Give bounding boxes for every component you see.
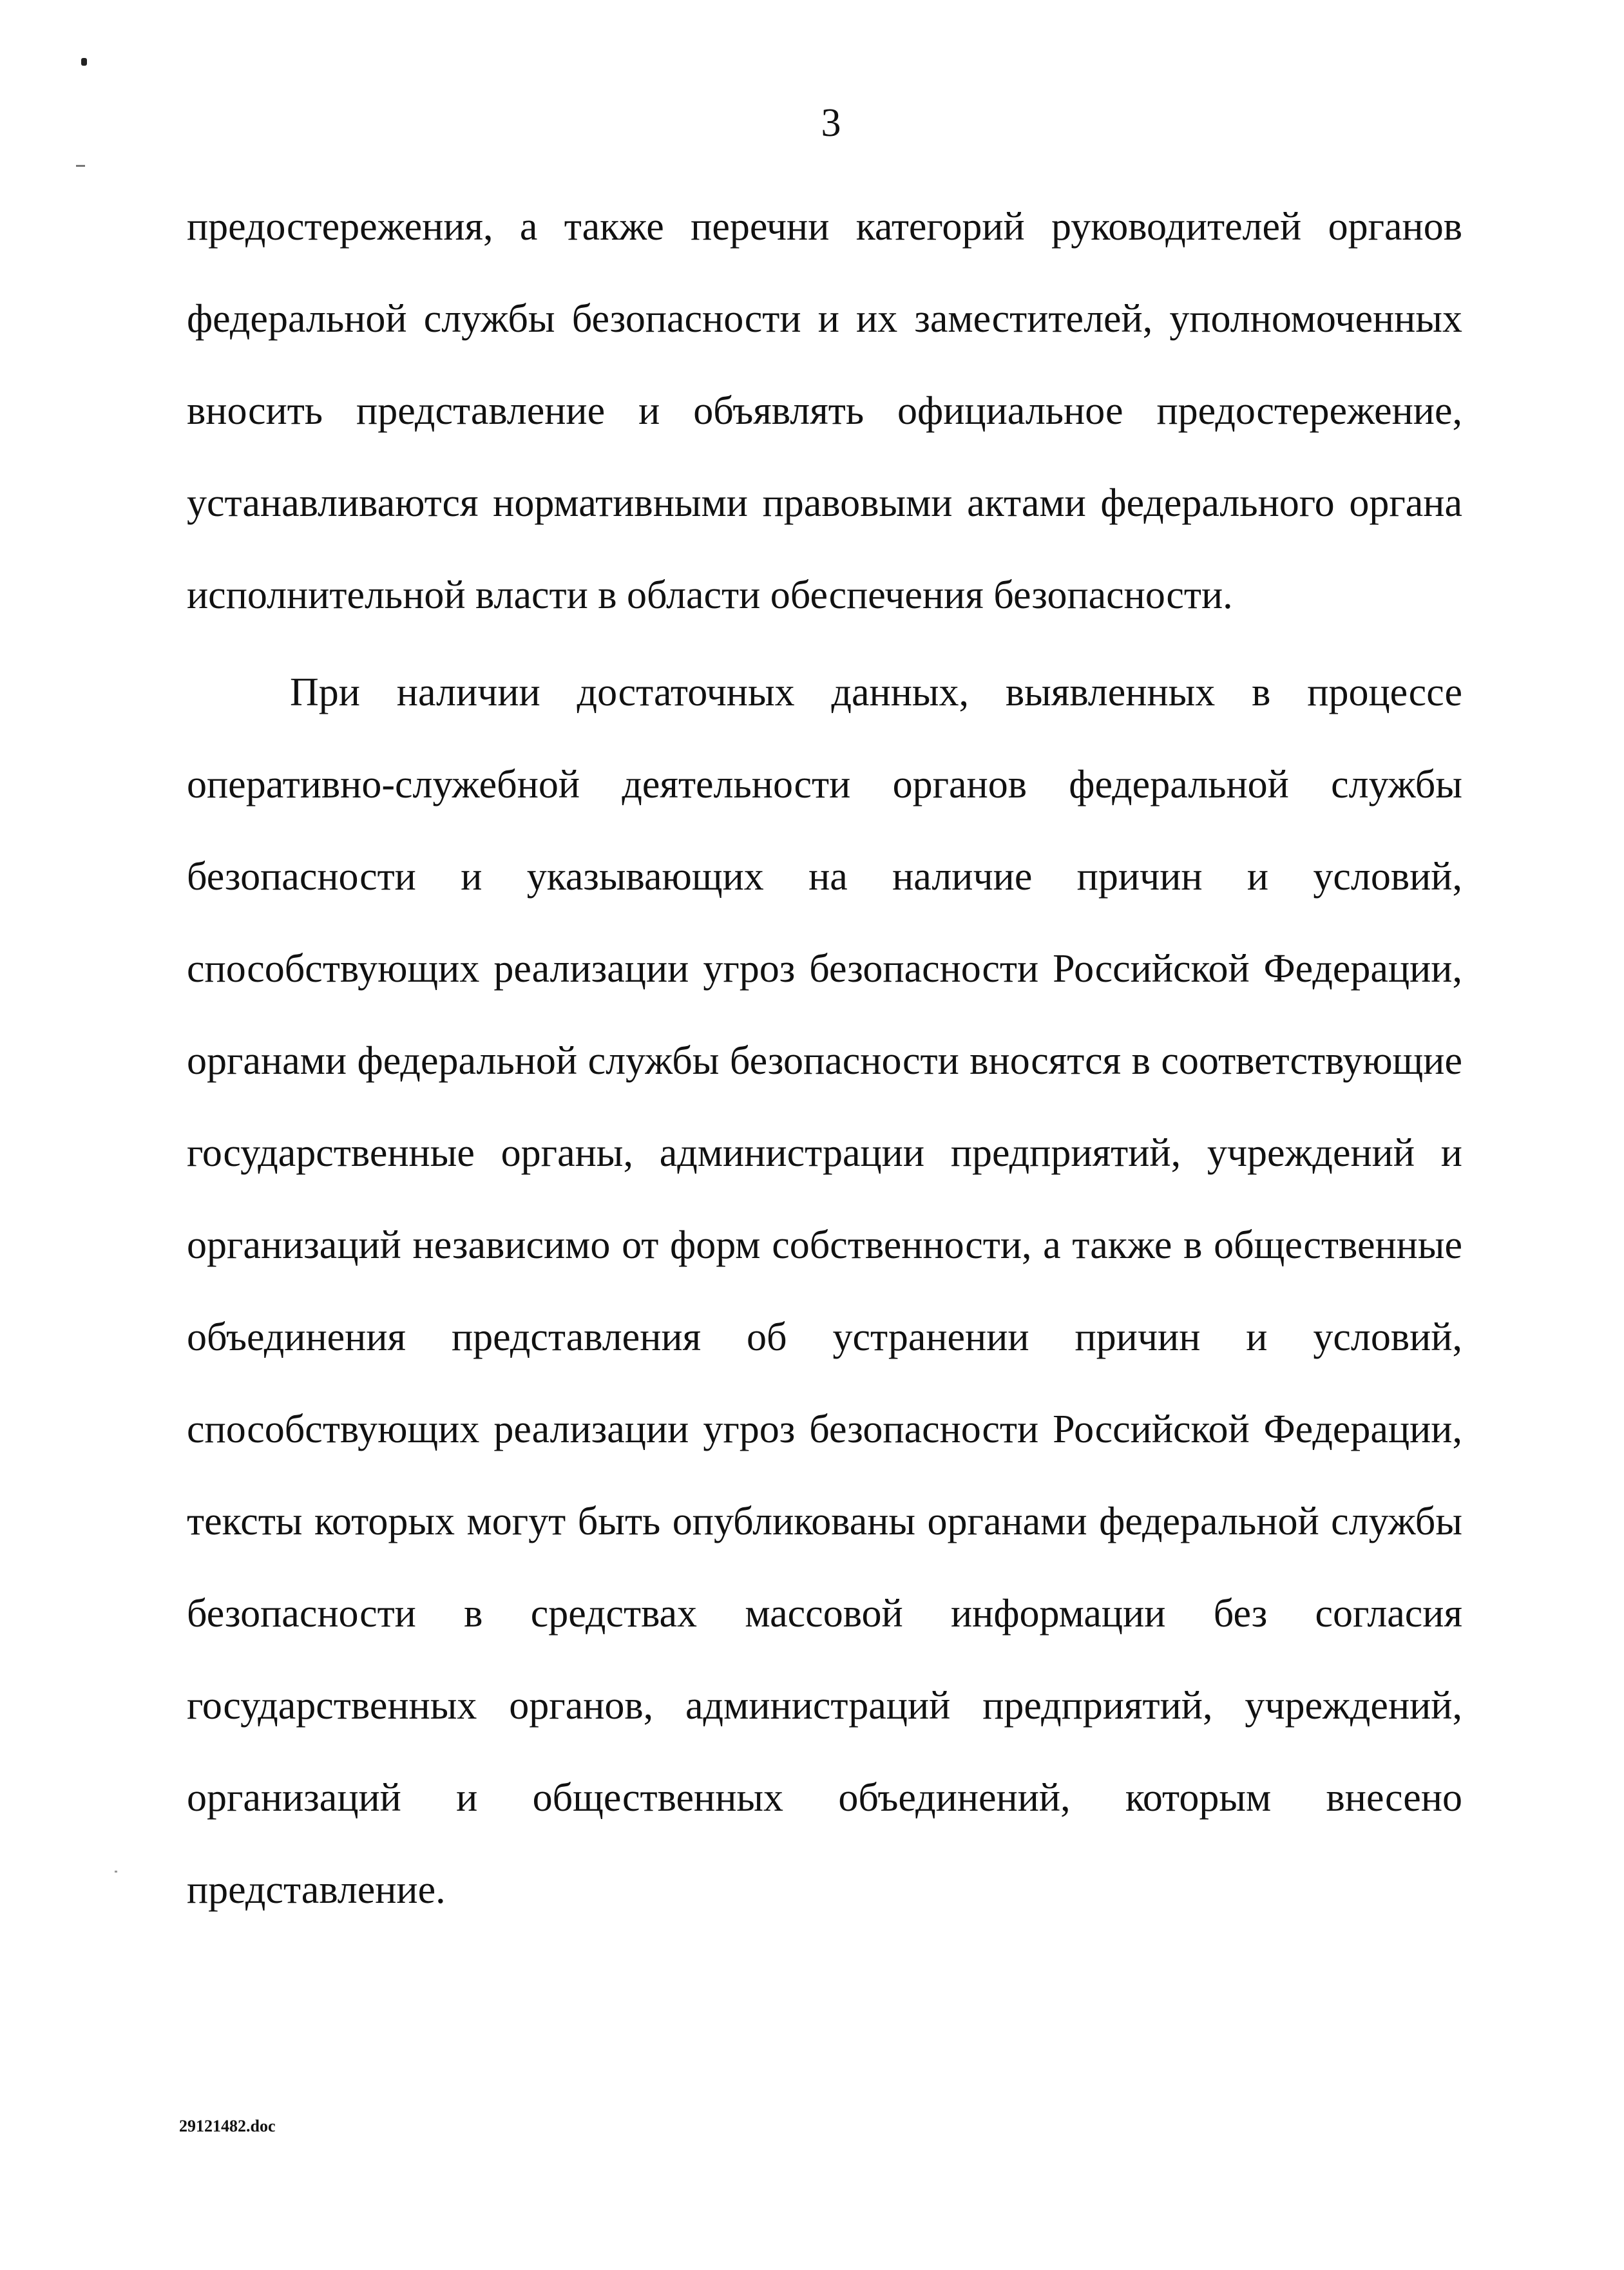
- text-line: предостережения, а также перечни категорий руководителей органов: [187, 205, 1462, 249]
- text-line: тексты которых могут быть опубликованы органами федеральной службы: [187, 1500, 1462, 1543]
- text-line: устанавливаются нормативными правовыми актами федерального органа: [187, 481, 1462, 525]
- paragraph-spacer: [187, 647, 1462, 653]
- text-line: федеральной службы безопасности и их заместителей, уполномоченных: [187, 297, 1462, 341]
- text-line: вносить представление и объявлять официальное предостережение,: [187, 389, 1462, 433]
- footer-filename: 29121482.doc: [179, 2117, 276, 2135]
- scan-artifact-speck: [115, 1871, 117, 1873]
- paragraph-1: [187, 187, 1462, 647]
- text-line: исполнительной власти в области обеспечения безопасности.: [187, 573, 1233, 617]
- text-line: безопасности в средствах массовой информации без согласия: [187, 1592, 1462, 1636]
- text-line: объединения представления об устранении причин и условий,: [187, 1315, 1462, 1359]
- paragraph-2: [187, 653, 1462, 1942]
- text-line: При наличии достаточных данных, выявленных в процессе: [290, 671, 1462, 714]
- text-line: государственные органы, администрации предприятий, учреждений и: [187, 1131, 1462, 1175]
- document-body: [187, 187, 1462, 1942]
- scan-artifact-dash: [76, 165, 85, 167]
- text-line: способствующих реализации угроз безопасности Российской Федерации,: [187, 947, 1462, 991]
- text-line: органами федеральной службы безопасности вносятся в соответствующие: [187, 1039, 1462, 1083]
- page-number: 3: [821, 101, 841, 145]
- text-line: безопасности и указывающих на наличие причин и условий,: [187, 855, 1462, 899]
- text-line: оперативно-служебной деятельности органов федеральной службы: [187, 763, 1462, 806]
- scan-artifact-dot: [81, 58, 87, 66]
- text-line: представление.: [187, 1868, 446, 1912]
- text-line: организаций независимо от форм собственности, а также в общественные: [187, 1223, 1462, 1267]
- text-line: способствующих реализации угроз безопасности Российской Федерации,: [187, 1407, 1462, 1451]
- text-line: государственных органов, администраций предприятий, учреждений,: [187, 1684, 1462, 1728]
- text-line: организаций и общественных объединений, которым внесено: [187, 1776, 1462, 1820]
